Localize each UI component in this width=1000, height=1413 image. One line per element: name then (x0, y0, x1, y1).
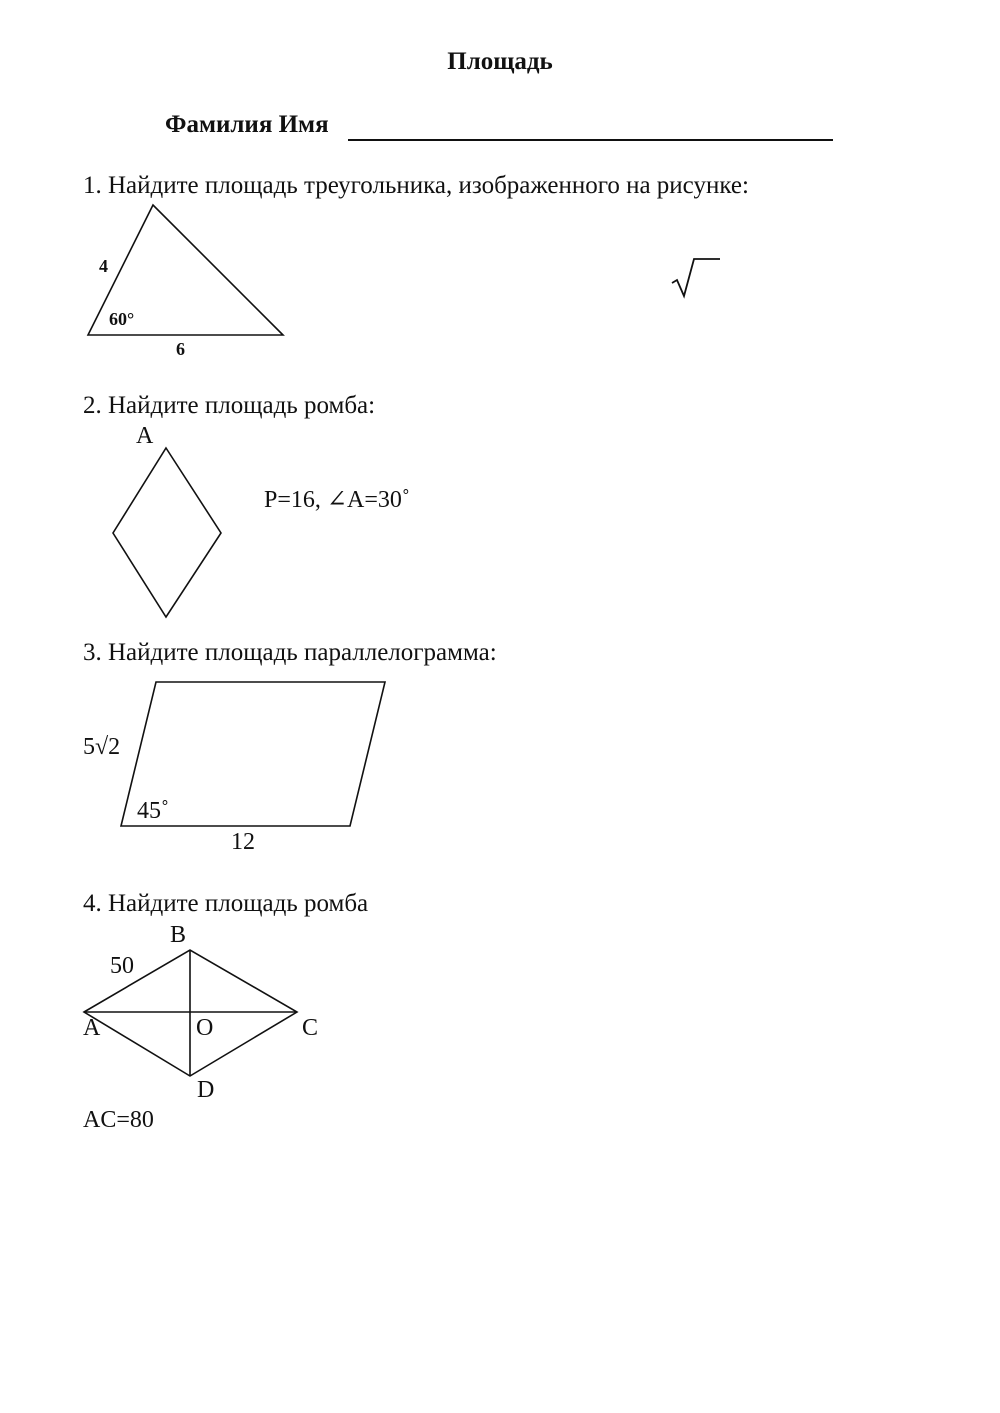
rhombus-figure (113, 448, 221, 617)
task-2-question: 2. Найдите площадь ромба: (83, 392, 376, 419)
task-4-vertex-d: D (197, 1077, 215, 1103)
task-4-condition: AC=80 (83, 1107, 154, 1133)
task-4-vertex-a: A (83, 1015, 101, 1041)
task-1-angle-label: 60° (109, 309, 135, 329)
name-label: Фамилия Имя (165, 111, 329, 138)
page-title: Площадь (447, 48, 553, 75)
task-4-question: 4. Найдите площадь ромба (83, 890, 369, 917)
task-4-side-label: 50 (110, 953, 134, 979)
task-4-center-o: O (196, 1015, 214, 1041)
task-3-angle-label: 45˚ (137, 798, 169, 824)
sqrt-icon (672, 259, 720, 296)
task-4-vertex-c: C (302, 1015, 319, 1041)
task-3-base-label: 12 (231, 829, 255, 855)
task-1-base-label: 6 (176, 339, 185, 359)
task-1-question: 1. Найдите площадь треугольника, изображенного на рисунке: (83, 172, 749, 199)
task-2-condition: P=16, ∠A=30˚ (264, 487, 410, 513)
task-4-vertex-b: B (170, 922, 187, 948)
task-3-side-label: 5√2 (83, 734, 121, 760)
task-2-vertex-label: A (136, 423, 154, 449)
task-3-question: 3. Найдите площадь параллелограмма: (83, 639, 497, 666)
task-1-side-label: 4 (99, 256, 108, 276)
